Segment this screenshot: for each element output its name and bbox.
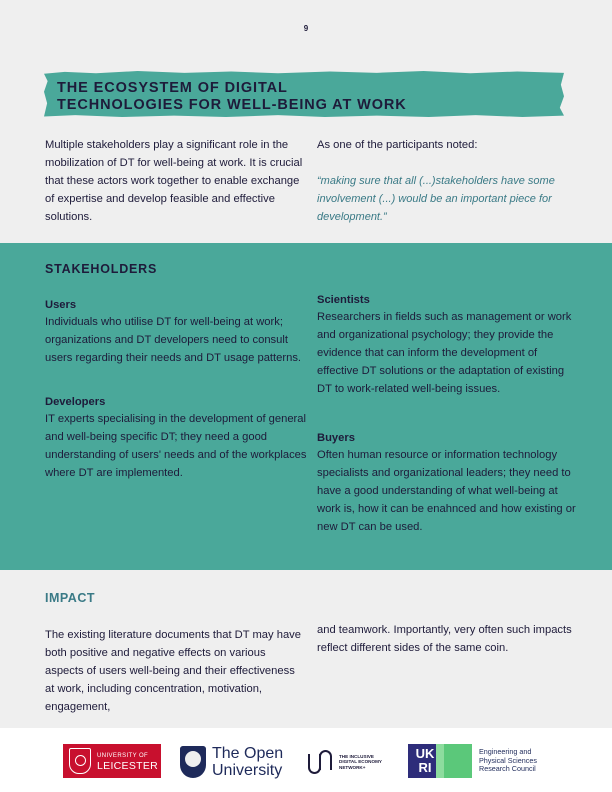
- stakeholder-name: Users: [45, 299, 77, 311]
- intro-paragraph: Multiple stakeholders play a significant role in the mobilization of DT for well-being at work. It is crucial that these actors work together to enable exchange of expertise and develop feasible and effective solutions.: [45, 139, 303, 223]
- epsrc-line-1: Engineering and: [479, 747, 532, 757]
- epsrc-line-3: Research Council: [479, 764, 536, 774]
- leicester-crest-icon: [69, 748, 91, 774]
- impact-paragraph-right: and teamwork. Importantly, very often such impacts reflect different sides of the same coin.: [317, 624, 572, 654]
- stakeholder-developers: [45, 394, 307, 482]
- page-title-line-1: THE ECOSYSTEM OF DIGITAL: [57, 80, 288, 96]
- stakeholder-description: IT experts specialising in the development of general and well-being specific DT; they need a good understanding of users' needs and of the workplaces where DT are implemented.: [45, 413, 307, 479]
- open-university-shield-icon: [180, 746, 206, 778]
- ide-logo-line-3: NETWORK+: [339, 764, 366, 770]
- ukri-epsrc-logo: [408, 744, 537, 778]
- ou-logo-line-1: The Open: [212, 745, 284, 762]
- inclusive-digital-economy-logo: [308, 746, 399, 778]
- stakeholder-description: Individuals who utilise DT for well-being at work; organizations and DT developers need to consult users regarding their needs and DT usage patterns.: [45, 316, 302, 364]
- stakeholder-buyers: [317, 430, 579, 536]
- ukri-green-block-icon: [444, 744, 472, 778]
- impact-paragraph-left: The existing literature documents that DT may have both positive and negative effects on various aspects of users well-being and their effectiveness at work, including concentration, motivation, engagement,: [45, 629, 301, 713]
- leicester-logo-small: UNIVERSITY OF: [97, 753, 149, 759]
- ide-logo-line-2: DIGITAL ECONOMY: [339, 759, 382, 765]
- ukri-line-1: UK: [415, 746, 435, 761]
- participant-intro: As one of the participants noted:: [317, 139, 478, 151]
- leicester-logo: [63, 744, 161, 778]
- page-title-line-2: TECHNOLOGIES FOR WELL-BEING AT WORK: [57, 97, 407, 113]
- page-number: 9: [303, 24, 309, 33]
- ide-logo-line-1: THE INCLUSIVE: [339, 753, 374, 759]
- leicester-logo-big: LEICESTER: [97, 760, 159, 772]
- ou-logo-line-2: University: [212, 762, 283, 779]
- open-university-logo: [180, 744, 283, 780]
- ide-mark-icon: [308, 748, 334, 776]
- epsrc-line-2: Physical Sciences: [479, 755, 537, 765]
- impact-heading: IMPACT: [45, 591, 95, 605]
- stakeholder-description: Researchers in fields such as management or work and organizational psychology; they provide the evidence that can inform the development of effective DT solutions or the adaptation of existing DT to work-related well-being issues.: [317, 311, 572, 395]
- stakeholder-scientists: [317, 292, 579, 398]
- stakeholder-name: Scientists: [317, 294, 370, 306]
- stakeholder-users: [45, 297, 307, 367]
- stakeholder-description: Often human resource or information technology specialists and organizational leaders; they need to have a good understanding of what well-being at work is, how it can be enahnced and how existing or new DT can be used.: [317, 449, 576, 533]
- stakeholder-name: Buyers: [317, 432, 355, 444]
- stakeholders-heading: STAKEHOLDERS: [45, 262, 158, 276]
- ukri-line-2: RI: [418, 760, 432, 775]
- participant-quote: “making sure that all (...)stakeholders have some involvement (...) would be an important piece for development.”: [317, 175, 555, 223]
- stakeholder-name: Developers: [45, 396, 106, 408]
